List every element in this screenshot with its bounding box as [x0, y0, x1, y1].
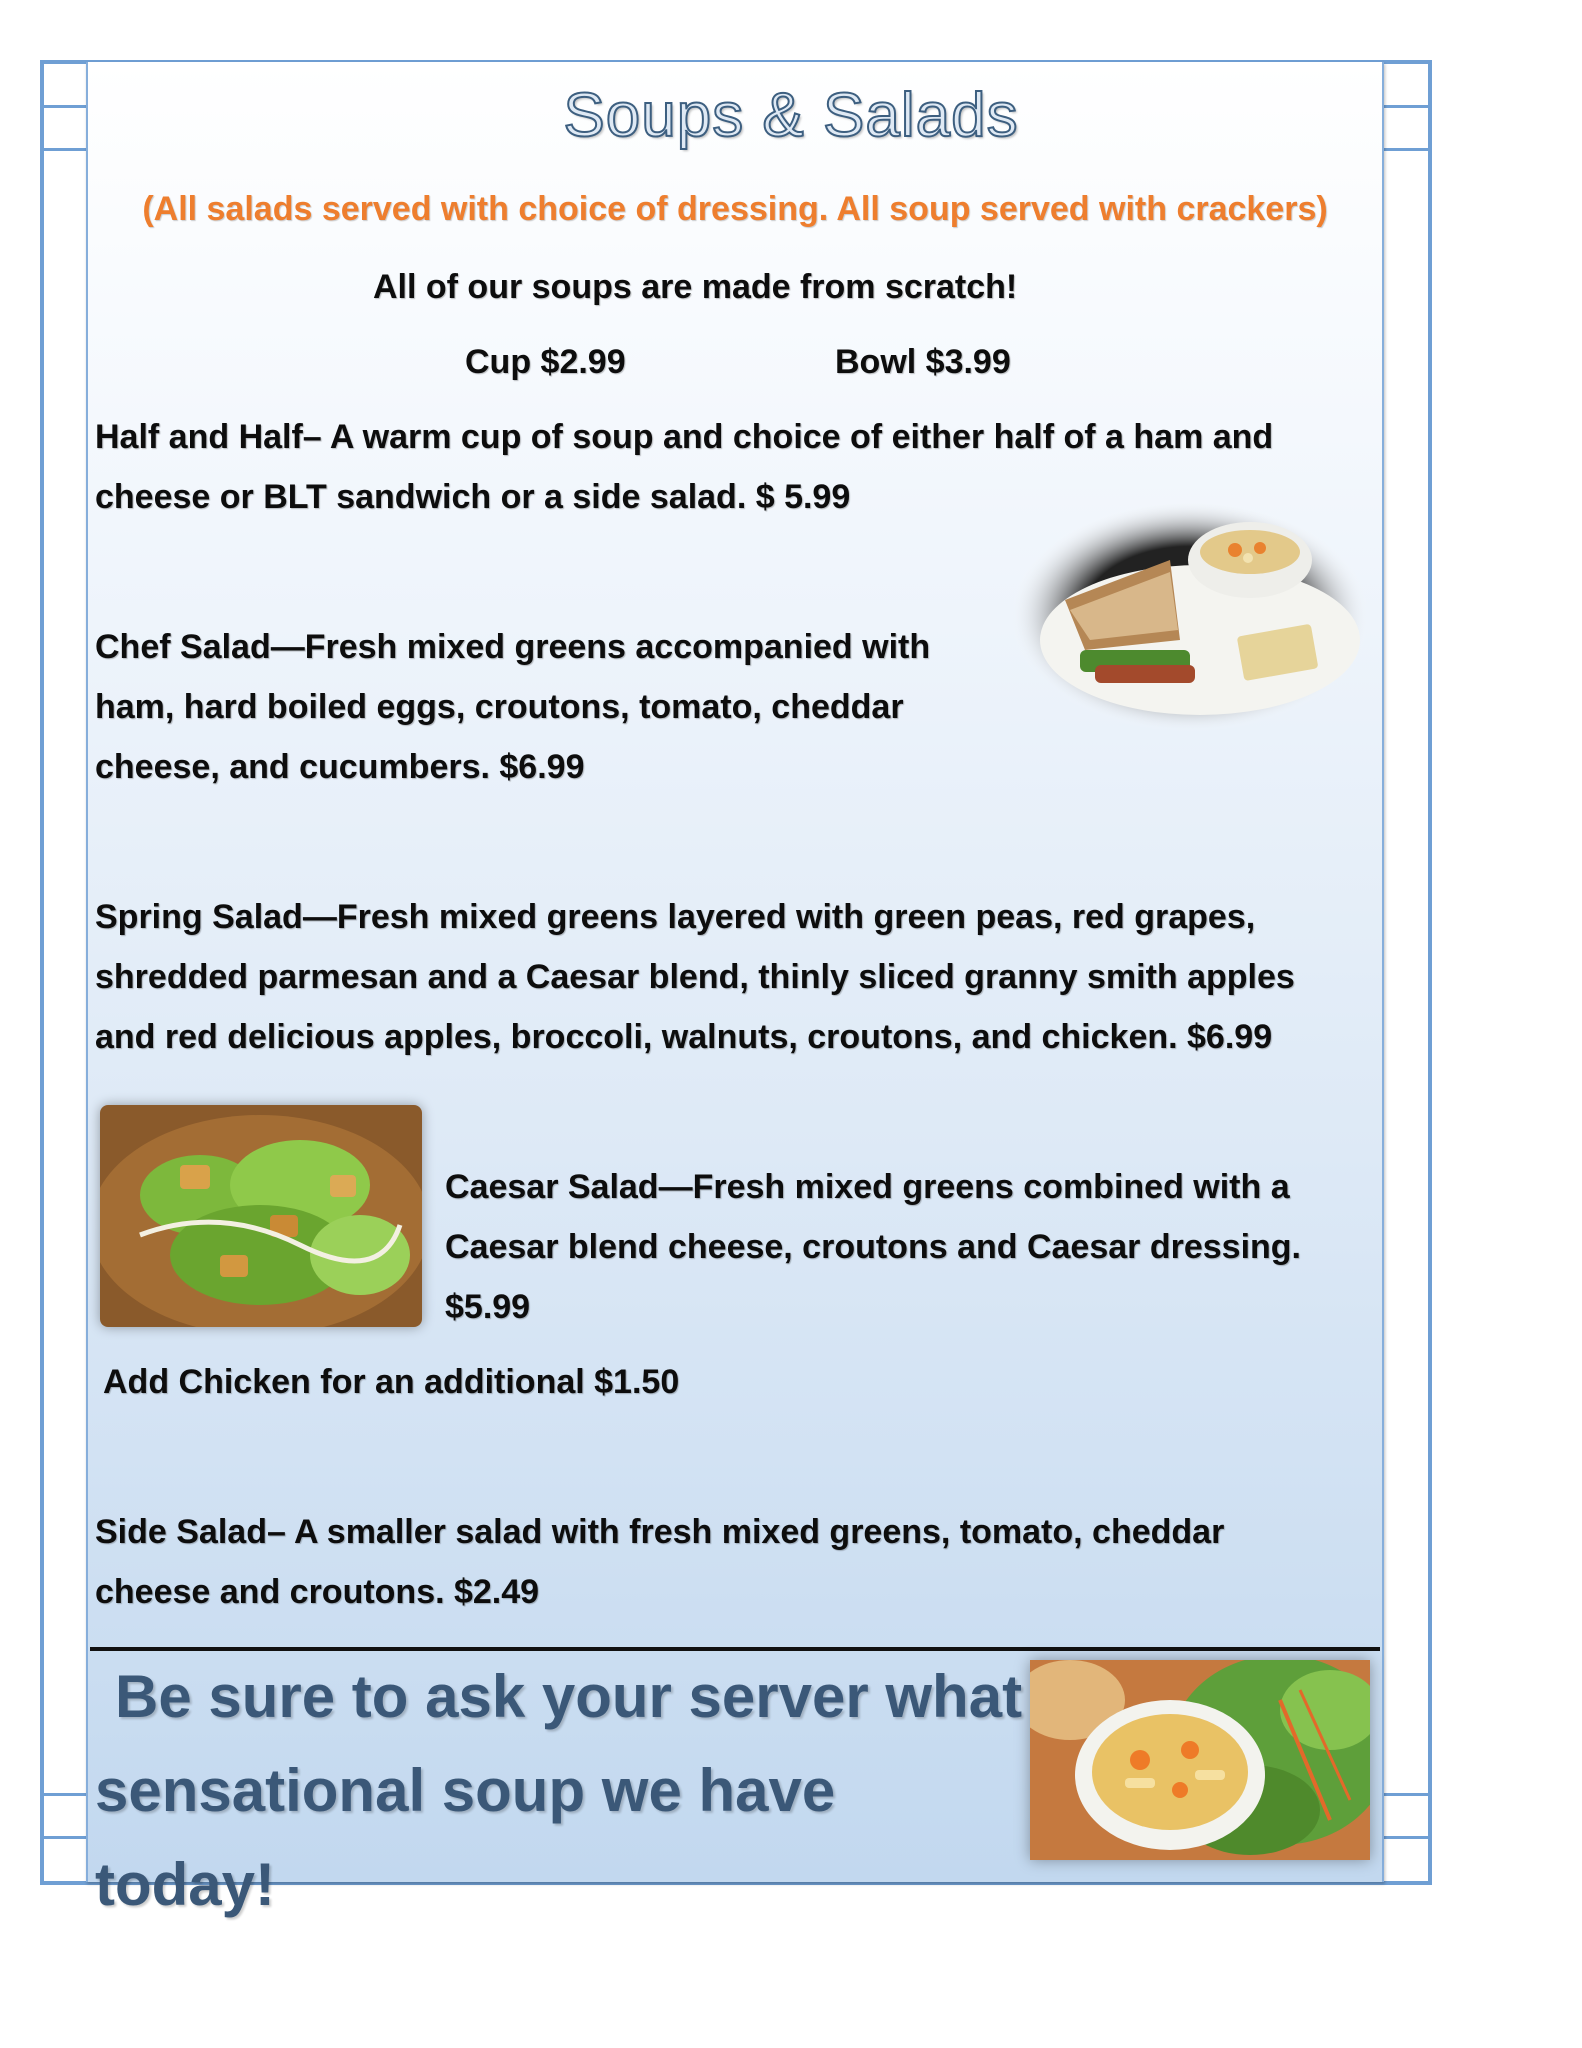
item-line: Caesar blend cheese, croutons and Caesar dressing. — [445, 1228, 1301, 1266]
item-line: cheese and croutons. $2.49 — [95, 1573, 540, 1611]
caesar-salad-photo — [100, 1105, 422, 1327]
item-line: shredded parmesan and a Caesar blend, thinly sliced granny smith apples — [95, 958, 1295, 996]
page-title: Soups & Salads — [563, 81, 1019, 150]
promo-line: Be sure to ask your server what — [115, 1663, 1023, 1730]
soup-of-the-day-promo — [95, 1650, 1025, 1932]
item-line: Spring Salad—Fresh mixed greens layered with green peas, red grapes, — [95, 898, 1256, 936]
cup-price: Cup $2.99 — [465, 343, 626, 381]
item-line: Side Salad– A smaller salad with fresh mixed greens, tomato, cheddar — [95, 1513, 1225, 1551]
promo-line: sensational soup we have today! — [95, 1757, 836, 1918]
bowl-price: Bowl $3.99 — [835, 343, 1011, 381]
frame-tab — [1382, 1836, 1428, 1839]
frame-left-outer — [40, 60, 44, 1885]
sandwich-and-soup-photo — [1010, 500, 1370, 732]
menu-subtitle: (All salads served with choice of dressing. All soup served with crackers) — [142, 190, 1328, 228]
item-line: and red delicious apples, broccoli, walnuts, croutons, and chicken. $6.99 — [95, 1018, 1273, 1056]
item-line: $5.99 — [445, 1288, 531, 1326]
item-line: Half and Half– A warm cup of soup and choice of either half of a ham and — [95, 418, 1274, 456]
item-line: ham, hard boiled eggs, croutons, tomato, cheddar — [95, 688, 904, 726]
soup-and-salad-photo — [1030, 1660, 1370, 1860]
item-line: Chef Salad—Fresh mixed greens accompanied with — [95, 628, 931, 666]
frame-right-outer — [1428, 60, 1432, 1885]
item-line: Caesar Salad—Fresh mixed greens combined with a — [445, 1168, 1290, 1206]
frame-tab — [40, 1793, 86, 1796]
frame-tab — [40, 1836, 86, 1839]
add-chicken-note: Add Chicken for an additional $1.50 — [103, 1363, 680, 1401]
item-line: cheese or BLT sandwich or a side salad. $ 5.99 — [95, 478, 851, 516]
scratch-note: All of our soups are made from scratch! — [373, 268, 1018, 306]
frame-tab — [1382, 1793, 1428, 1796]
item-line: cheese, and cucumbers. $6.99 — [95, 748, 585, 786]
